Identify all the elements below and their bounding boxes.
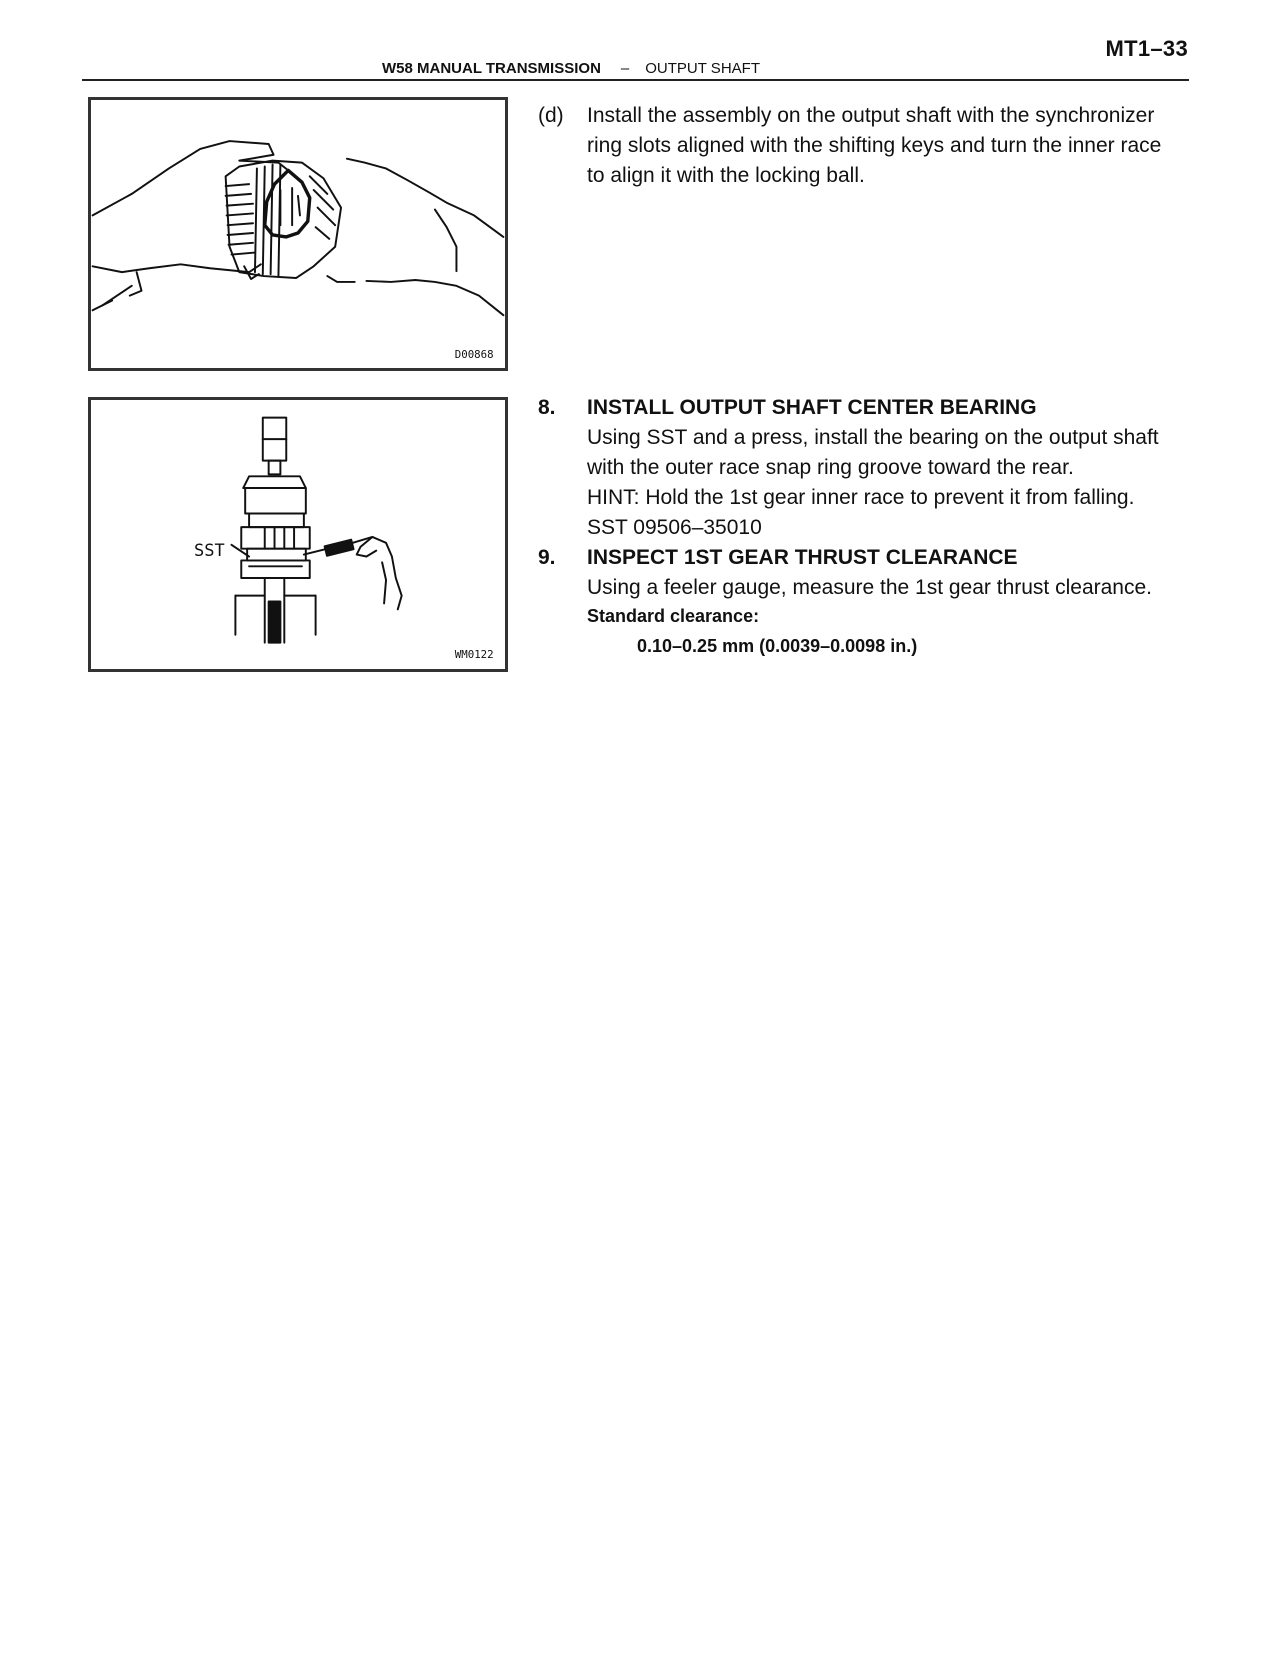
step-d-line: ring slots aligned with the shifting keys and turn the inner race: [587, 134, 1162, 157]
title-separator: –: [620, 60, 630, 77]
figure-synchronizer-install: [88, 97, 508, 371]
step-8-number: 8.: [538, 396, 556, 419]
step-8-hint: HINT: Hold the 1st gear inner race to prevent it from falling.: [587, 486, 1135, 509]
hands-assembly-illustration: [91, 100, 505, 368]
step-d-line: to align it with the locking ball.: [587, 164, 865, 187]
page-number: MT1–33: [1105, 36, 1188, 61]
step-d-marker: (d): [538, 104, 564, 127]
step-8-heading: INSTALL OUTPUT SHAFT CENTER BEARING: [587, 396, 1037, 419]
figure-code: WM0122: [454, 648, 494, 662]
figure-center-bearing: [88, 397, 508, 672]
step-9-heading: INSPECT 1ST GEAR THRUST CLEARANCE: [587, 546, 1018, 569]
figure-code: D00868: [454, 348, 494, 362]
section-title: W58 MANUAL TRANSMISSION: [382, 60, 601, 77]
sst-callout-label: SST: [194, 541, 225, 561]
subsection-title: OUTPUT SHAFT: [645, 60, 760, 77]
header-rule: [82, 79, 1189, 81]
step-9-text: [587, 543, 1207, 603]
step-8-sst: SST 09506–35010: [587, 516, 762, 539]
press-sst-illustration: [91, 400, 505, 669]
step-8-text: [587, 393, 1207, 543]
standard-clearance-label: Standard clearance:: [587, 606, 760, 626]
step-d-line: Install the assembly on the output shaft with the synchronizer: [587, 104, 1155, 127]
running-head: [382, 60, 760, 77]
standard-clearance-value: 0.10–0.25 mm (0.0039–0.0098 in.): [637, 636, 918, 656]
step-9-line: Using a feeler gauge, measure the 1st gear thrust clearance.: [587, 576, 1152, 599]
step-8-line: Using SST and a press, install the bearing on the output shaft: [587, 426, 1159, 449]
step-8-line: with the outer race snap ring groove toward the rear.: [587, 456, 1074, 479]
step-9-number: 9.: [538, 546, 556, 569]
step-d-text: [587, 101, 1207, 191]
